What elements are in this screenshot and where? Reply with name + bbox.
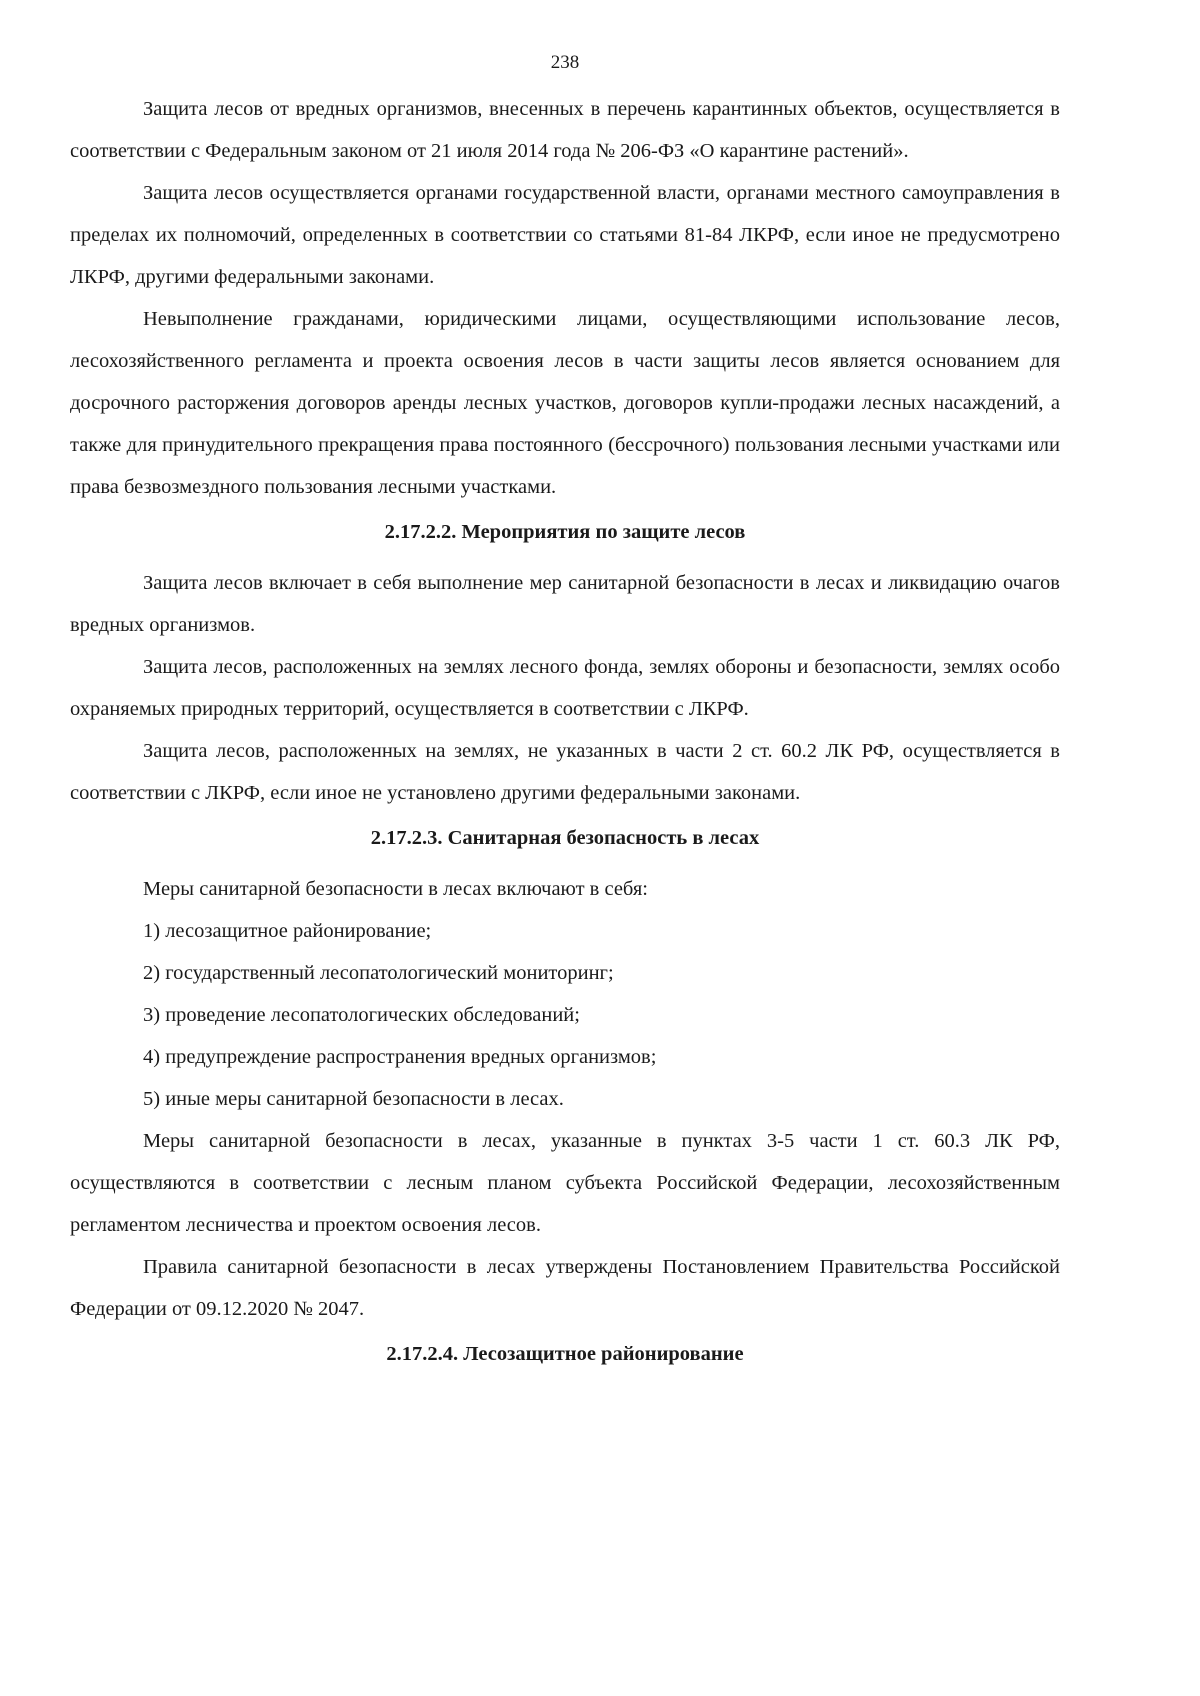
list-item-5: 5) иные меры санитарной безопасности в лесах. xyxy=(143,1088,564,1110)
list-item-1: 1) лесозащитное районирование; xyxy=(143,920,432,942)
page-number: 238 xyxy=(550,52,580,73)
paragraph-sanitary-rules: Правила санитарной безопасности в лесах утверждены Постановлением Правительства Российской Федерации от 09.12.2020 № 2047. xyxy=(70,1256,1060,1320)
list-item-4: 4) предупреждение распространения вредных организмов; xyxy=(143,1046,657,1068)
paragraph-quarantine-protection: Защита лесов от вредных организмов, внесенных в перечень карантинных объектов, осуществляется в соответствии с Федеральным законом от 21 июля 2014 года № 206-ФЗ «О карантине растений». xyxy=(70,98,1060,162)
paragraph-protection-includes: Защита лесов включает в себя выполнение мер санитарной безопасности в лесах и ликвидацию очагов вредных организмов. xyxy=(70,572,1060,636)
paragraph-authorities: Защита лесов осуществляется органами государственной власти, органами местного самоуправления в пределах их полномочий, определенных в соответствии со статьями 81-84 ЛКРФ, если иное не предусмотрено ЛКРФ, другими федеральными законами. xyxy=(70,182,1060,288)
list-item-2: 2) государственный лесопатологический мониторинг; xyxy=(143,962,614,984)
paragraph-sanitary-measures-intro: Меры санитарной безопасности в лесах включают в себя: xyxy=(143,878,648,900)
paragraph-non-compliance: Невыполнение гражданами, юридическими лицами, осуществляющими использование лесов, лесохозяйственного регламента и проекта освоения лесов в части защиты лесов является основанием для досрочного расторжения договоров аренды лесных участков, договоров купли-продажи лесных насаждений, а также для принудительного прекращения права постоянного (бессрочного) пользования лесными участками или права безвозмездного пользования лесными участками. xyxy=(70,308,1060,498)
paragraph-measures-points-3-5: Меры санитарной безопасности в лесах, указанные в пунктах 3-5 части 1 ст. 60.3 ЛК РФ, осуществляются в соответствии с лесным планом субъекта Российской Федерации, лесохозяйственным регламентом лесничества и проектом освоения лесов. xyxy=(70,1130,1060,1236)
paragraph-other-lands: Защита лесов, расположенных на землях, не указанных в части 2 ст. 60.2 ЛК РФ, осуществляется в соответствии с ЛКРФ, если иное не установлено другими федеральными законами. xyxy=(70,740,1060,804)
section-heading-protection-measures: 2.17.2.2. Мероприятия по защите лесов xyxy=(384,521,746,543)
section-heading-sanitary-safety: 2.17.2.3. Санитарная безопасность в лесах xyxy=(370,827,760,849)
list-item-3: 3) проведение лесопатологических обследований; xyxy=(143,1004,580,1026)
section-heading-zoning: 2.17.2.4. Лесозащитное районирование xyxy=(386,1343,744,1365)
document-page xyxy=(70,50,1060,1384)
paragraph-forest-fund-lands: Защита лесов, расположенных на землях лесного фонда, землях обороны и безопасности, землях особо охраняемых природных территорий, осуществляется в соответствии с ЛКРФ. xyxy=(70,656,1060,720)
